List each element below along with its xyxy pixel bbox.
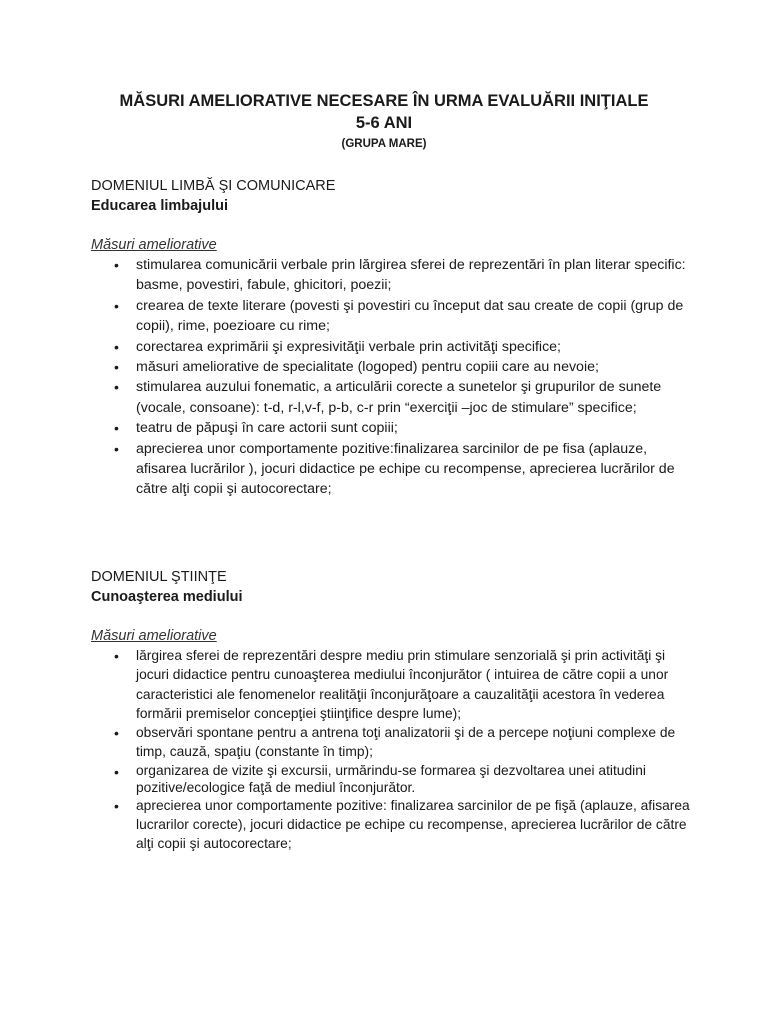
bullet-icon: • (114, 257, 119, 273)
measures-label: Măsuri ameliorative (91, 237, 217, 253)
list-item: • stimularea comunicării verbale prin lărgirea sferei de reprezentări în plan literar specific: basme, povestiri, fabule, ghicitori, poezii; (114, 257, 686, 294)
bullet-icon: • (114, 440, 119, 457)
section-limba-comunicare (91, 176, 691, 500)
bullet-icon: • (114, 338, 119, 355)
list-item: • organizarea de vizite şi excursii, urmărindu-se formarea şi dezvoltarea unei atitudini pozitive/ecologice faţă de mediul înconjurător. (114, 762, 646, 795)
bullet-icon: • (114, 648, 119, 664)
section-heading: DOMENIUL ŞTIINŢE (91, 569, 227, 585)
group-subtitle: (GRUPA MARE) (341, 138, 427, 150)
list-item: • aprecierea unor comportamente pozitive: finalizarea sarcinilor de pe fişă (aplauze, afisarea lucrarilor corecte), jocuri didactice pe echipe cu recompense, aprecierea lucrărilor de către alţi copii şi autocorectare; (114, 797, 690, 852)
list-item: • stimularea auzului fonematic, a articulării corecte a sunetelor şi grupurilor de sunete (vocale, consoane): t-d, r-l,v-f, p-b, c-r prin “exerciţii –joc de stimulare” specifice; (114, 379, 662, 416)
bullet-icon: • (114, 359, 119, 376)
bullet-icon: • (114, 379, 119, 396)
bullet-icon: • (114, 420, 119, 437)
section-subheading: Educarea limbajului (91, 198, 228, 214)
section-stiinte (91, 567, 691, 854)
section-subheading: Cunoaşterea mediului (91, 589, 243, 605)
measures-list (91, 646, 691, 854)
bullet-icon: • (114, 725, 119, 742)
measures-list (91, 255, 691, 500)
document-title: MĂSURI AMELIORATIVE NECESARE ÎN URMA EVALUĂRII INIŢIALE (119, 92, 649, 110)
section-heading: DOMENIUL LIMBĂ ŞI COMUNICARE (91, 178, 336, 194)
list-item: • corectarea exprimării şi expresivităţii verbale prin activităţi specifice; (91, 337, 691, 357)
list-item: • observări spontane pentru a antrena toţi analizatorii şi de a percepe noţiuni complexe de timp, cauză, spaţiu (constante în timp); (114, 725, 676, 760)
list-item: • măsuri ameliorative de specialitate (logoped) pentru copiii care au nevoie; (91, 357, 691, 377)
bullet-icon: • (114, 297, 119, 314)
list-item: • aprecierea unor comportamente pozitive:finalizarea sarcinilor de pe fisa (aplauze, afisarea lucrărilor ), jocuri didactice pe echipe cu recompense, aprecierea lucrărilor de către alţi copii şi autocorectare; (114, 440, 675, 498)
age-range-title: 5-6 ANI (355, 114, 413, 132)
list-item: • lărgirea sferei de reprezentări despre mediu prin stimulare senzorială şi prin activităţi şi jocuri didactice pentru cunoaşterea mediului înconjurător ( intuirea de către copii a unor caracteristici ale fenomenelor realităţii înconjurăţoare a cauzalităţii acestora în vederea formării premiselor concepţiei ştiinţifice despre lume); (114, 648, 669, 721)
measures-label: Măsuri ameliorative (91, 628, 217, 644)
list-item: • teatru de păpuşi în care actorii sunt copiii; (91, 418, 691, 438)
bullet-icon: • (114, 763, 119, 780)
bullet-icon: • (114, 797, 119, 814)
list-item: • crearea de texte literare (povesti şi povestiri cu început dat sau create de copii (grup de copii), rime, poezioare cu rime; (114, 297, 684, 335)
